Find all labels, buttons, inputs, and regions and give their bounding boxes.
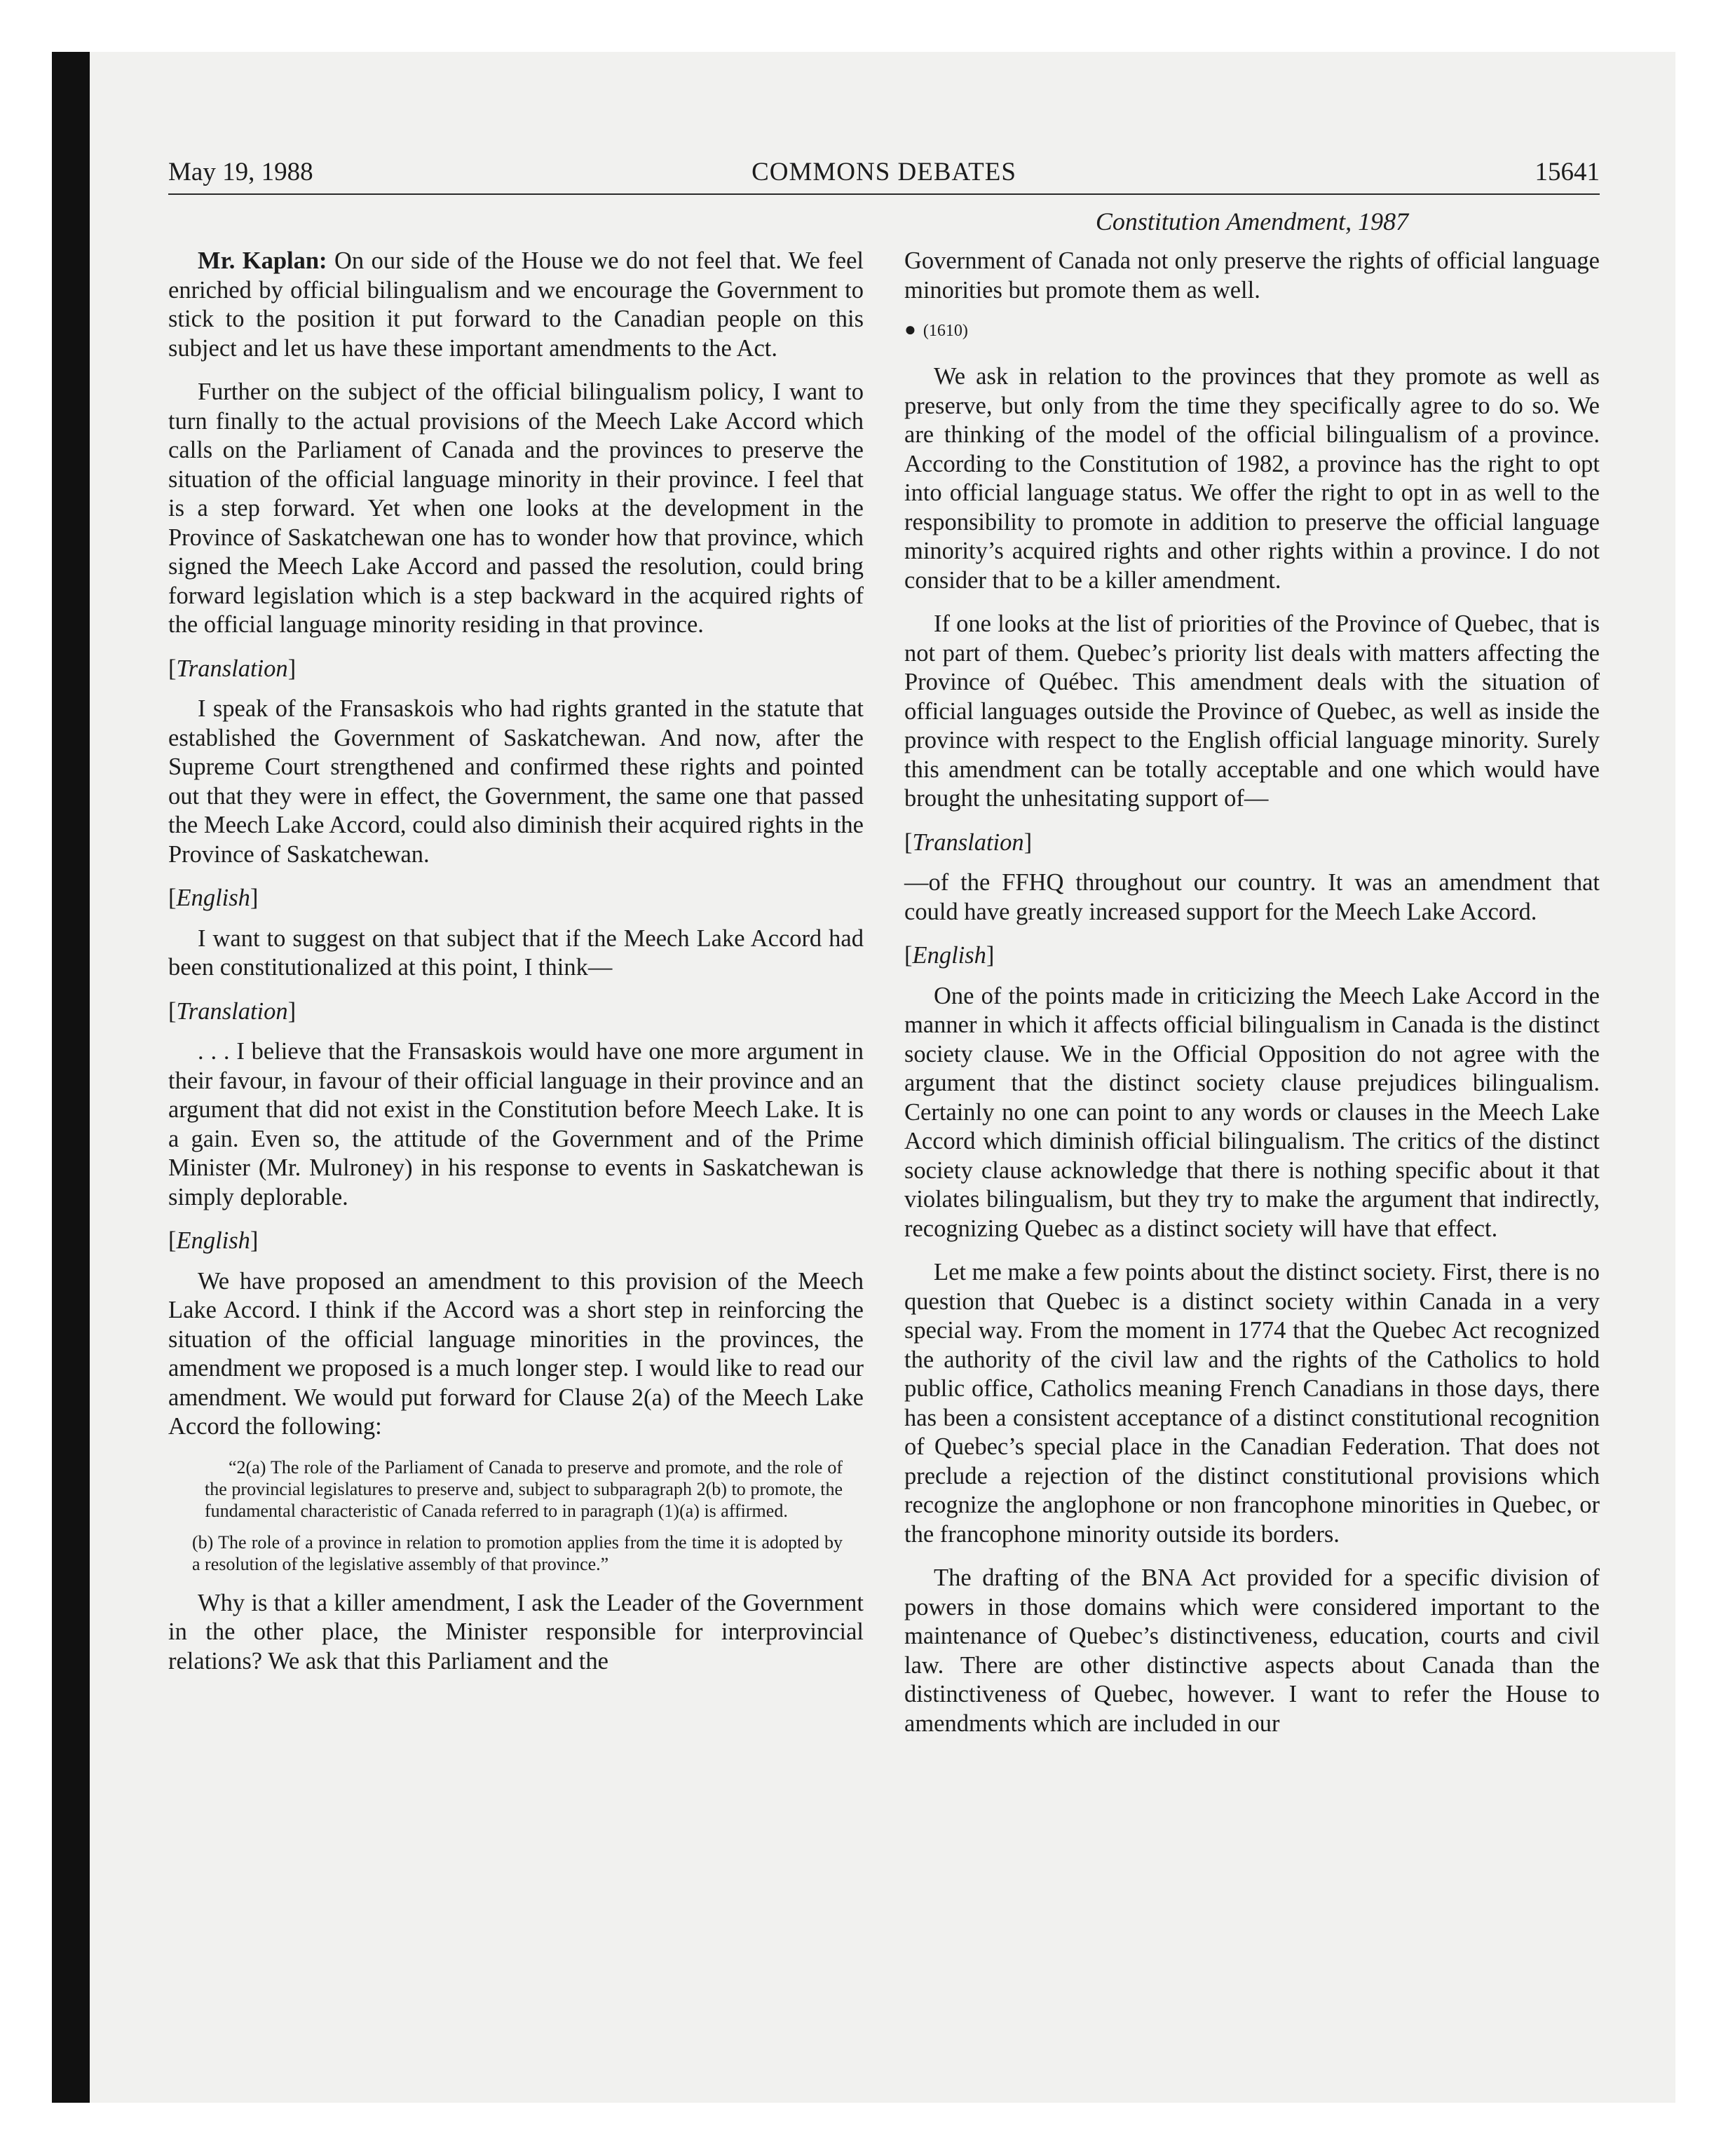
header-date: May 19, 1988 [168,158,313,186]
paragraph: We ask in relation to the provinces that they promote as well as preserve, but only from the time they specifically agree to do so. We are thinking of the model of the official bilingualism of a province. According to the Constitution of 1982, a province has the right to opt into official language status. We offer the right to opt in as well to the responsibility to promote in addition to preserve the official language minority’s acquired rights and other rights within a province. I do not consider that to be a killer amendment. [904,363,1600,594]
paragraph: . . . I believe that the Fransaskois would have one more argument in their favour, in favour of their official language in their province and an argument that did not exist in the Constitution before Meech Lake. It is a gain. Even so, the attitude of the Government and of the Prime Minister (Mr. Mulroney) in his response to events in Saskatchewan is simply deplorable. [168,1038,864,1210]
paragraph: Further on the subject of the official bilingualism policy, I want to turn finally to the actual provisions of the Meech Lake Accord which calls on the Parliament of Canada and the provinces to preserve the situation of the official language minority in their province. I feel that is a step forward. Yet when one looks at the development in the Province of Saskatchewan one has to wonder how that province, which signed the Meech Lake Accord and passed the resolution, could bring forward legislation which is a step backward in the acquired rights of the official language minority residing in that province. [168,378,864,638]
paragraph: —of the FFHQ throughout our country. It was an amendment that could have greatly increased support for the Meech Lake Accord. [904,869,1600,925]
language-marker: [Translation] [904,828,1033,856]
language-marker-text: English [176,1227,250,1254]
right-column [904,247,1600,1753]
time-marker-text: (1610) [923,322,968,340]
scan-edge-bar [52,52,90,2103]
header-publication-title: COMMONS DEBATES [751,158,1016,186]
paragraph [168,247,864,363]
language-marker: [Translation] [168,655,297,682]
section-subheading: Constitution Amendment, 1987 [1095,207,1409,236]
paragraph: Why is that a killer amendment, I ask the Leader of the Government in the other place, the Minister responsible for interprovincial relations? We ask that this Parliament and the [168,1589,864,1674]
paragraph: The drafting of the BNA Act provided for a specific division of powers in those domains which were considered important to the maintenance of Quebec’s distinctiveness, education, courts and civil law. There are other distinctive aspects about Canada than the distinctiveness of Quebec, however. I want to refer the House to amendments which are included in our [904,1564,1600,1737]
speaker-name: Mr. Kaplan: [198,247,327,274]
paragraph: Government of Canada not only preserve the rights of official language minorities but promote them as well. [904,247,1600,303]
language-marker-text: English [912,942,986,969]
language-marker: [English] [904,942,995,969]
paragraph-text: On our side of the House we do not feel that. We feel enriched by official bilingualism and we encourage the Government to stick to the position it put forward to the Canadian people on this subject and let us have these important amendments to the Act. [168,247,864,362]
language-marker-text: English [176,885,250,911]
paragraph: We have proposed an amendment to this provision of the Meech Lake Accord. I think if the Accord was a short step in reinforcing the situation of the official language minorities in the provinces, the amendment we proposed is a much longer step. I would like to read our amendment. We would put forward for Clause 2(a) of the Meech Lake Accord the following: [168,1267,864,1440]
language-marker: [English] [168,885,259,911]
quote-clause-a: “2(a) The role of the Parliament of Canada to preserve and promote, and the role of the provincial legislatures to preserve and, subject to subparagraph 2(b) to promote, the fundamental characteristic of Canada referred to in paragraph (1)(a) is affirmed. [205,1456,843,1521]
paragraph: I speak of the Fransaskois who had rights granted in the statute that established the Government of Saskatchewan. And now, after the Supreme Court strengthened and confirmed these rights and pointed out that they were in effect, the Government, the same one that passed the Meech Lake Accord, could also diminish their acquired rights in the Province of Saskatchewan. [168,695,864,868]
page-header [168,154,1600,195]
quote-clause-b: (b) The role of a province in relation to promotion applies from the time it is adopted by a resolution of the legislative assembly of that province.” [192,1531,843,1574]
language-marker-text: Translation [912,828,1024,856]
language-marker: [English] [168,1227,259,1254]
paragraph: If one looks at the list of priorities of the Province of Quebec, that is not part of them. Quebec’s priority list deals with matters affecting the Province of Québec. This amendment deals with the situation of official languages outside the Province of Quebec, as well as inside the province with respect to the English official language minority. Surely this amendment can be totally acceptable and one which would have brought the unhesitating support of— [904,610,1600,812]
amendment-quote [192,1456,843,1575]
language-marker: [Translation] [168,997,297,1025]
paragraph: Let me make a few points about the distinct society. First, there is no question that Quebec is a distinct society within Canada in a very special way. From the moment in 1774 that the Quebec Act recognized the authority of the civil law and the rights of the Catholics to hold public office, Catholics meaning French Canadians in those days, there has been a consistent acceptance of a distinct constitutional recognition of Quebec’s special place in the Canadian Federation. That does not preclude a rejection of the distinct constitutional provisions which recognize the anglophone or non francophone minorities in Quebec, or the francophone minority outside its borders. [904,1259,1600,1548]
paragraph: One of the points made in criticizing the Meech Lake Accord in the manner in which it affects official bilingualism in Canada is the distinct society clause. We in the Official Opposition do not agree with the argument that the distinct society clause prejudices bilingualism. Certainly no one can point to any words or clauses in the Meech Lake Accord which diminish official bilingualism. The critics of the distinct society clause acknowledge that there is nothing specific about it that violates bilingualism, but they try to make the argument that indirectly, recognizing Quebec as a distinct society will have that effect. [904,982,1600,1242]
left-column [168,247,864,1691]
language-marker-text: Translation [176,655,288,682]
time-marker [904,320,1600,341]
header-page-number: 15641 [1535,158,1600,186]
paragraph: I want to suggest on that subject that if the Meech Lake Accord had been constitutionalized at this point, I think— [168,925,864,981]
bullet-dot-icon: ● [904,319,916,341]
language-marker-text: Translation [176,997,288,1025]
